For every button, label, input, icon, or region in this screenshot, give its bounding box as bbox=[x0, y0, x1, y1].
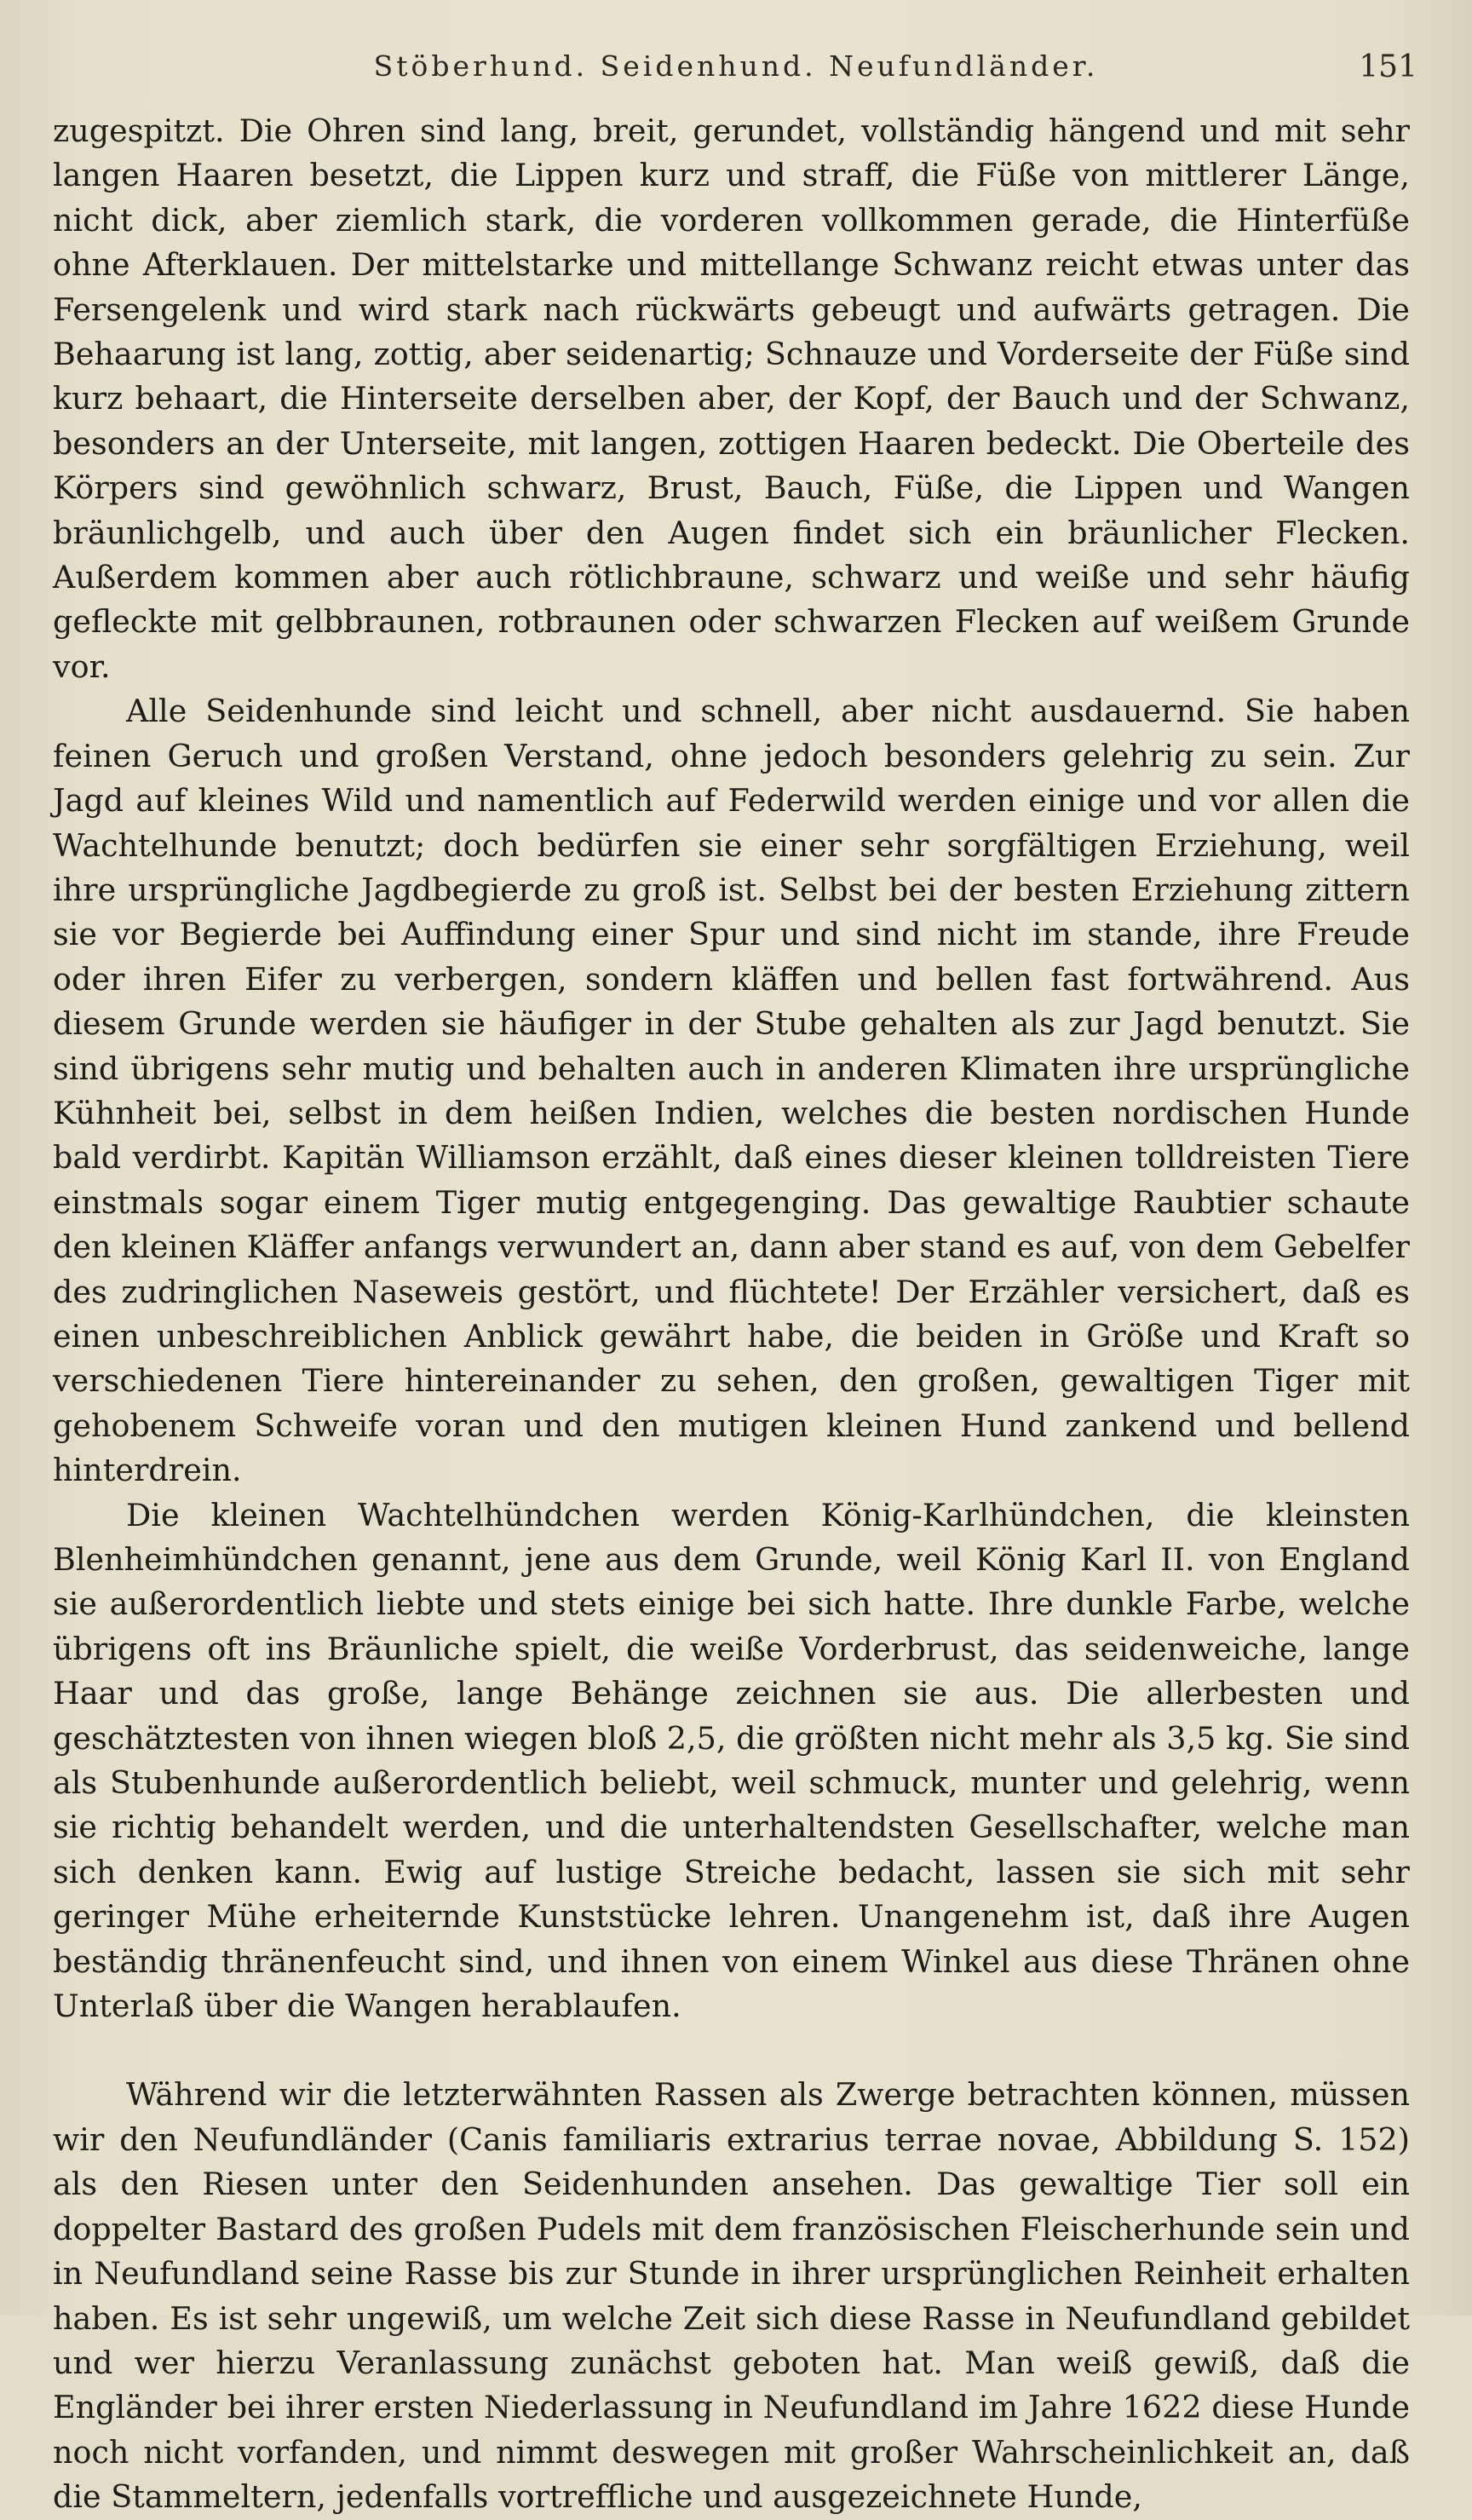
paragraph-seidenhunde: Alle Seidenhunde sind leicht und schnell, aber nicht ausdauernd. Sie haben feinen Geruch und großen Verstand, ohne jedoch besonders gelehrig zu sein. Zur Jagd auf kleines Wild und namentlich auf Federwild werden einige und vor allen die Wachtelhunde benutzt; doch bedürfen sie einer sehr sorgfältigen Erziehung, weil ihre ursprüngliche Jagdbegierde zu groß ist. Selbst bei der besten Erziehung zittern sie vor Begierde bei Auffindung einer Spur und sind nicht im stande, ihre Freude oder ihren Eifer zu verbergen, sondern kläffen und bellen fast fortwährend. Aus diesem Grunde werden sie häufiger in der Stube gehalten als zur Jagd benutzt. Sie sind übrigens sehr mutig und behalten auch in anderen Klimaten ihre ursprüngliche Kühnheit bei, selbst in dem heißen Indien, welches die besten nordischen Hunde bald verdirbt. Kapitän Williamson erzählt, daß eines dieser kleinen tolldreisten Tiere einstmals sogar einem Tiger mutig entgegenging. Das gewaltige Raubtier schaute den kleinen Kläffer anfangs verwundert an, dann aber stand es auf, von dem Gebelfer des zudringlichen Naseweis gestört, und flüchtete! Der Erzähler versichert, daß es einen unbeschreiblichen Anblick gewährt habe, die beiden in Größe und Kraft so verschiedenen Tiere hintereinander zu sehen, den großen, gewaltigen Tiger mit gehobenem Schweife voran und den mutigen kleinen Hund zankend und bellend hinterdrein. bbox=[53, 693, 1410, 1489]
running-title: Stöberhund. Seidenhund. Neufundländer. bbox=[373, 49, 1099, 83]
section-gap bbox=[53, 2028, 1410, 2073]
paragraph-continuation: zugespitzt. Die Ohren sind lang, breit, gerundet, vollständig hängend und mit sehr langen Haaren besetzt, die Lippen kurz und straff, die Füße von mittlerer Länge, nicht dick, aber ziemlich stark, die vorderen vollkommen gerade, die Hinterfüße ohne Afterklauen. Der mittelstarke und mittellange Schwanz reicht etwas unter das Fersengelenk und wird stark nach rückwärts gebeugt und aufwärts getragen. Die Behaarung ist lang, zottig, aber seidenartig; Schnauze und Vorderseite der Füße sind kurz behaart, die Hinterseite derselben aber, der Kopf, der Bauch und der Schwanz, besonders an der Unterseite, mit langen, zottigen Haaren bedeckt. Die Oberteile des Körpers sind gewöhnlich schwarz, Brust, Bauch, Füße, die Lippen und Wangen bräunlichgelb, und auch über den Augen findet sich ein bräunlicher Flecken. Außerdem kommen aber auch rötlichbraune, schwarz und weiße und sehr häufig gefleckte mit gelbbraunen, rotbraunen oder schwarzen Flecken auf weißem Grunde vor. bbox=[53, 112, 1410, 685]
paragraph-wachtelhuendchen: Die kleinen Wachtelhündchen werden König-Karlhündchen, die kleinsten Blenheimhündchen genannt, jene aus dem Grunde, weil König Karl II. von England sie außerordentlich liebte und stets einige bei sich hatte. Ihre dunkle Farbe, welche übrigens oft ins Bräunliche spielt, die weiße Vorderbrust, das seidenweiche, lange Haar und das große, lange Behänge zeichnen sie aus. Die allerbesten und geschätztesten von ihnen wiegen bloß 2,5, die größten nicht mehr als 3,5 kg. Sie sind als Stubenhunde außerordentlich beliebt, weil schmuck, munter und gelehrig, wenn sie richtig behandelt werden, und die unterhaltendsten Gesellschafter, welche man sich denken kann. Ewig auf lustige Streiche bedacht, lassen sie sich mit sehr geringer Mühe erheiternde Kunststücke lehren. Unangenehm ist, daß ihre Augen beständig thränenfeucht sind, und ihnen von einem Winkel aus diese Thränen ohne Unterlaß über die Wangen herablaufen. bbox=[53, 1496, 1410, 2025]
page-number: 151 bbox=[1359, 49, 1417, 84]
body-text bbox=[53, 109, 1410, 2520]
running-head bbox=[51, 49, 1421, 101]
paragraph-neufundlaender: Während wir die letzterwähnten Rassen als Zwerge betrachten können, müssen wir den Neufundländer (Canis familiaris extrarius terrae novae, Abbildung S. 152) als den Riesen unter den Seidenhunden ansehen. Das gewaltige Tier soll ein doppelter Bastard des großen Pudels mit dem französischen Fleischerhunde sein und in Neufundland seine Rasse bis zur Stunde in ihrer ursprünglichen Reinheit erhalten haben. Es ist sehr ungewiß, um welche Zeit sich diese Rasse in Neufundland gebildet und wer hierzu Veranlassung zunächst geboten hat. Man weiß gewiß, daß die Engländer bei ihrer ersten Niederlassung in Neufundland im Jahre 1622 diese Hunde noch nicht vorfanden, und nimmt deswegen mit großer Wahrscheinlichkeit an, daß die Stammeltern, jedenfalls vortreffliche und ausgezeichnete Hunde, bbox=[53, 2076, 1410, 2516]
